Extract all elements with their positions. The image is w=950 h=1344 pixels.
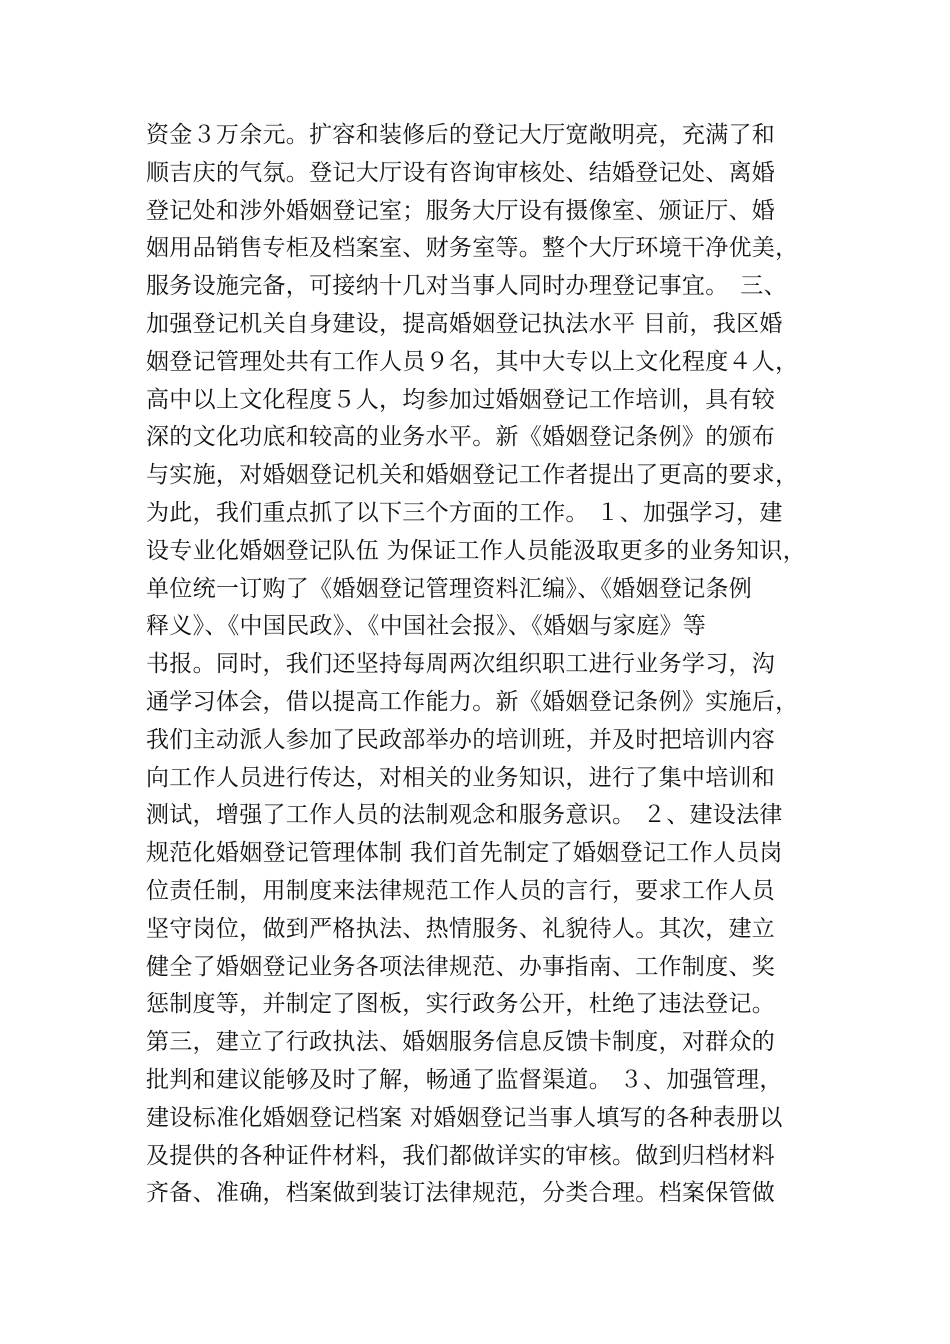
text-line-16: 通学习体会，借以提高工作能力。新《婚姻登记条例》实施后， <box>146 688 799 715</box>
text-line-2: 顺吉庆的气氛。登记大厅设有咨询审核处、结婚登记处、离婚 <box>146 159 776 186</box>
text-line-18: 向工作人员进行传达，对相关的业务知识，进行了集中培训和 <box>146 764 776 791</box>
text-line-24: 惩制度等，并制定了图板，实行政务公开，杜绝了违法登记。 <box>146 991 776 1018</box>
text-line-21: 位责任制，用制度来法律规范工作人员的言行，要求工作人员 <box>146 877 776 904</box>
text-line-22: 坚守岗位，做到严格执法、热情服务、礼貌待人。其次，建立 <box>146 915 776 942</box>
text-line-15: 书报。同时，我们还坚持每周两次组织职工进行业务学习，沟 <box>146 651 776 678</box>
text-line-27: 建设标准化婚姻登记档案 对婚姻登记当事人填写的各种表册以 <box>146 1104 783 1131</box>
text-line-19: 测试，增强了工作人员的法制观念和服务意识。 ２、建设法律 <box>146 802 783 829</box>
text-line-8: 高中以上文化程度５人，均参加过婚姻登记工作培训，具有较 <box>146 386 776 413</box>
text-line-26: 批判和建议能够及时了解，畅通了监督渠道。 ３、加强管理， <box>146 1066 783 1093</box>
text-line-5: 服务设施完备，可接纳十几对当事人同时办理登记事宜。 三、 <box>146 273 787 300</box>
text-line-4: 姻用品销售专柜及档案室、财务室等。整个大厅环境干净优美， <box>146 235 799 262</box>
text-line-1: 资金３万余元。扩容和装修后的登记大厅宽敞明亮，充满了和 <box>146 122 776 148</box>
text-line-17: 我们主动派人参加了民政部举办的培训班，并及时把培训内容 <box>146 726 776 753</box>
text-line-20: 规范化婚姻登记管理体制 我们首先制定了婚姻登记工作人员岗 <box>146 840 783 867</box>
text-line-29: 齐备、准确，档案做到装订法律规范，分类合理。档案保管做 <box>146 1180 776 1207</box>
text-line-23: 健全了婚姻登记业务各项法律规范、办事指南、工作制度、奖 <box>146 953 776 980</box>
text-line-3: 登记处和涉外婚姻登记室；服务大厅设有摄像室、颁证厅、婚 <box>146 197 776 224</box>
text-line-12: 设专业化婚姻登记队伍 为保证工作人员能汲取更多的业务知识， <box>146 537 807 564</box>
text-line-13: 单位统一订购了《婚姻登记管理资料汇编》、《婚姻登记条例 <box>146 575 753 602</box>
text-line-11: 为此，我们重点抓了以下三个方面的工作。 １、加强学习，建 <box>146 499 783 526</box>
body-text <box>146 117 826 1213</box>
text-line-10: 与实施，对婚姻登记机关和婚姻登记工作者提出了更高的要求， <box>146 462 799 489</box>
text-line-14: 释义》、《中国民政》、《中国社会报》、《婚姻与家庭》等 <box>146 613 707 640</box>
text-line-7: 姻登记管理处共有工作人员９名，其中大专以上文化程度４人， <box>146 348 799 375</box>
text-line-25: 第三，建立了行政执法、婚姻服务信息反馈卡制度，对群众的 <box>146 1029 776 1056</box>
text-line-9: 深的文化功底和较高的业务水平。新《婚姻登记条例》的颁布 <box>146 424 776 451</box>
text-line-28: 及提供的各种证件材料，我们都做详实的审核。做到归档材料 <box>146 1142 776 1169</box>
text-line-6: 加强登记机关自身建设，提高婚姻登记执法水平 目前，我区婚 <box>146 310 783 337</box>
